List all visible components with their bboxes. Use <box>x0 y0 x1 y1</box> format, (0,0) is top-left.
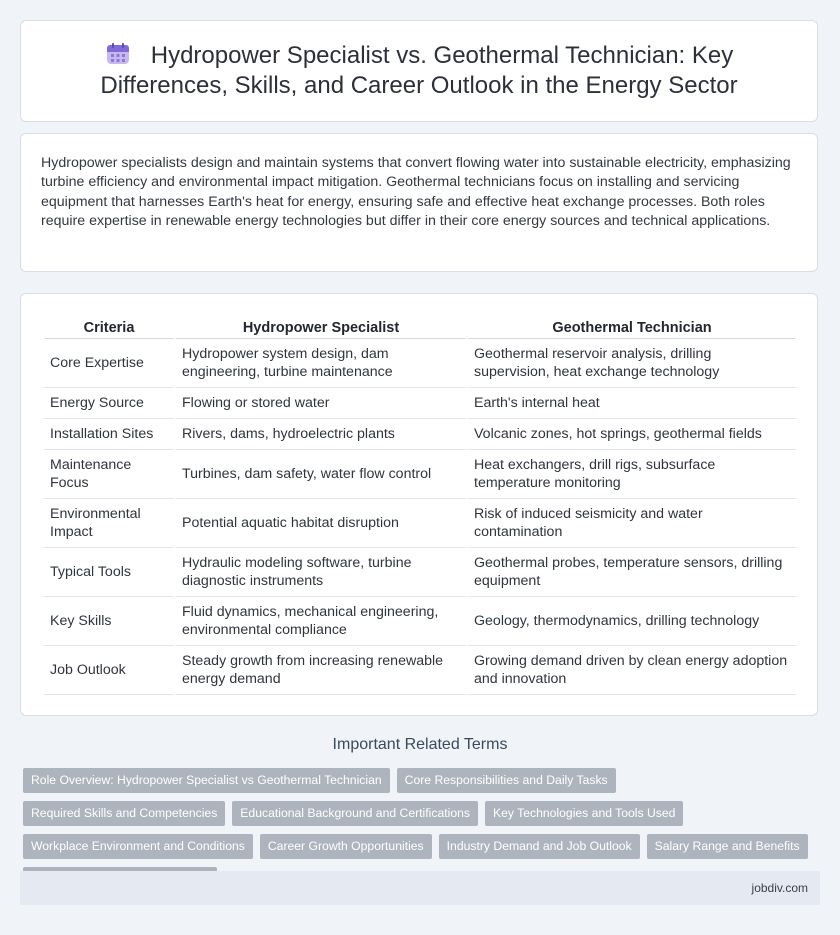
calendar-icon <box>105 42 131 66</box>
header-criteria: Criteria <box>44 315 174 339</box>
row-criteria: Installation Sites <box>44 419 174 450</box>
row-criteria: Key Skills <box>44 597 174 646</box>
row-hydropower: Hydraulic modeling software, turbine diagnostic instruments <box>176 548 466 597</box>
table-row <box>44 339 796 388</box>
related-terms-title: Important Related Terms <box>332 736 508 753</box>
related-term-tag[interactable]: Industry Demand and Job Outlook <box>439 834 640 859</box>
related-term-tag[interactable]: Workplace Environment and Conditions <box>23 834 253 859</box>
row-hydropower: Turbines, dam safety, water flow control <box>176 450 466 499</box>
header-hydropower: Hydropower Specialist <box>176 315 466 339</box>
related-term-tag[interactable]: Salary Range and Benefits <box>647 834 808 859</box>
row-geothermal: Earth's internal heat <box>468 388 796 419</box>
row-geothermal: Geothermal probes, temperature sensors, drilling equipment <box>468 548 796 597</box>
table-row <box>44 548 796 597</box>
table-row <box>44 419 796 450</box>
page-title <box>69 41 769 101</box>
row-hydropower: Fluid dynamics, mechanical engineering, environmental compliance <box>176 597 466 646</box>
row-geothermal: Volcanic zones, hot springs, geothermal fields <box>468 419 796 450</box>
table-row <box>44 388 796 419</box>
related-term-tag[interactable]: Educational Background and Certifications <box>232 801 478 826</box>
row-hydropower: Flowing or stored water <box>176 388 466 419</box>
row-hydropower: Rivers, dams, hydroelectric plants <box>176 419 466 450</box>
related-term-tag[interactable]: Core Responsibilities and Daily Tasks <box>397 768 616 793</box>
comparison-card <box>20 293 818 716</box>
row-criteria: Energy Source <box>44 388 174 419</box>
row-criteria: Environmental Impact <box>44 499 174 548</box>
row-criteria: Typical Tools <box>44 548 174 597</box>
row-geothermal: Geothermal reservoir analysis, drilling supervision, heat exchange technology <box>468 339 796 388</box>
table-row <box>44 646 796 695</box>
row-geothermal: Risk of induced seismicity and water contamination <box>468 499 796 548</box>
intro-paragraph: Hydropower specialists design and maintain systems that convert flowing water into sustainable electricity, emphasizing turbine efficiency and environmental impact mitigation. Geothermal technicians focus on installing and servicing equipment that harnesses Earth's heat for energy, ensuring safe and effective heat exchange processes. Both roles require expertise in renewable energy technologies but differ in their core energy sources and technical applications. <box>41 155 791 230</box>
table-row <box>44 499 796 548</box>
row-hydropower: Potential aquatic habitat disruption <box>176 499 466 548</box>
row-geothermal: Growing demand driven by clean energy adoption and innovation <box>468 646 796 695</box>
footer-site-link[interactable]: jobdiv.com <box>751 881 808 895</box>
related-term-tag[interactable]: Key Technologies and Tools Used <box>485 801 683 826</box>
table-row <box>44 450 796 499</box>
row-hydropower: Hydropower system design, dam engineering, turbine maintenance <box>176 339 466 388</box>
header-geothermal: Geothermal Technician <box>468 315 796 339</box>
row-criteria: Job Outlook <box>44 646 174 695</box>
row-geothermal: Geology, thermodynamics, drilling technology <box>468 597 796 646</box>
related-term-tag[interactable]: Career Growth Opportunities <box>260 834 432 859</box>
row-criteria: Core Expertise <box>44 339 174 388</box>
related-term-tag[interactable]: Role Overview: Hydropower Specialist vs Geothermal Technician <box>23 768 390 793</box>
table-row <box>44 597 796 646</box>
page-title-text: Hydropower Specialist vs. Geothermal Technician: Key Differences, Skills, and Career Outlook in the Energy Sector <box>100 42 738 99</box>
title-card <box>20 20 818 122</box>
intro-card <box>20 133 818 272</box>
row-geothermal: Heat exchangers, drill rigs, subsurface temperature monitoring <box>468 450 796 499</box>
comparison-table <box>42 315 798 695</box>
row-hydropower: Steady growth from increasing renewable energy demand <box>176 646 466 695</box>
related-term-tag[interactable]: Required Skills and Competencies <box>23 801 225 826</box>
row-criteria: Maintenance Focus <box>44 450 174 499</box>
table-header-row <box>44 315 796 339</box>
footer <box>20 871 820 905</box>
